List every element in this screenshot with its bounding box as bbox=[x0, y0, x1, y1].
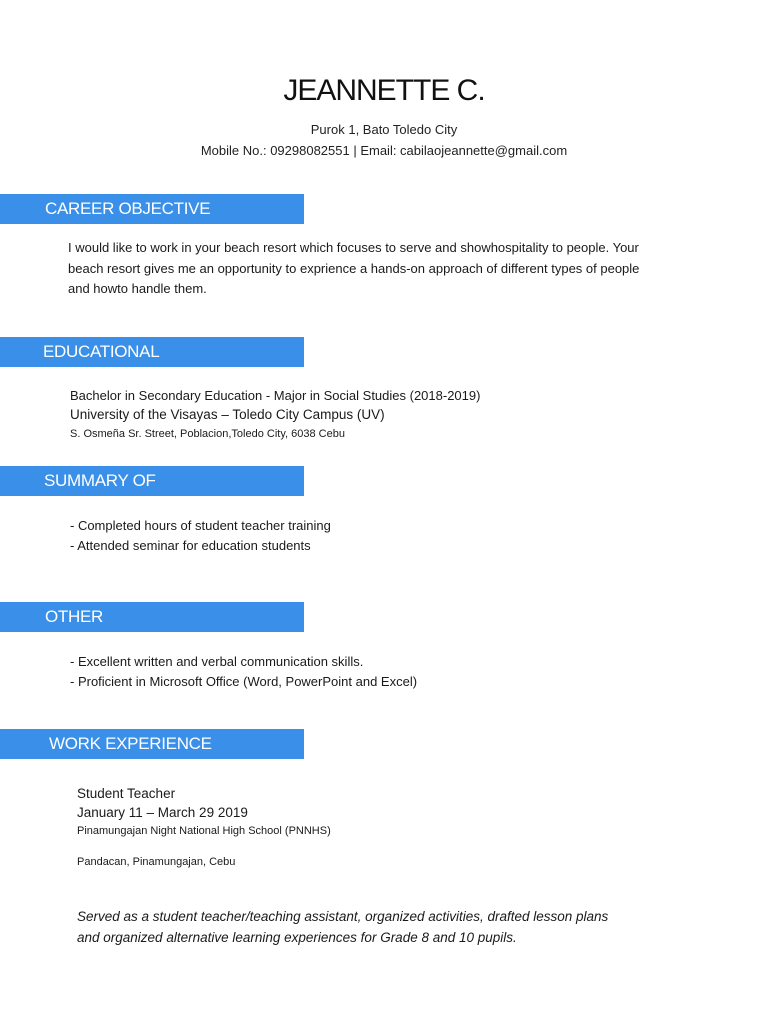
education-school: University of the Visayas – Toledo City Campus (UV) bbox=[70, 407, 385, 422]
paragraph-line: I would like to work in your beach resort which focuses to serve and showhospitality to people. Your bbox=[68, 240, 639, 255]
section-title: OTHER bbox=[45, 607, 104, 626]
career-objective-text bbox=[68, 238, 698, 300]
list-item: - Excellent written and verbal communication skills. bbox=[70, 654, 364, 669]
section-header-summary bbox=[0, 466, 304, 496]
paragraph-line: Served as a student teacher/teaching assistant, organized activities, drafted lesson plans bbox=[77, 909, 609, 924]
list-item: - Attended seminar for education students bbox=[70, 538, 311, 553]
list-item: - Proficient in Microsoft Office (Word, PowerPoint and Excel) bbox=[70, 674, 418, 689]
section-header-career-objective bbox=[0, 194, 304, 224]
job-location: Pandacan, Pinamungajan, Cebu bbox=[77, 856, 236, 868]
job-dates: January 11 – March 29 2019 bbox=[77, 805, 248, 820]
job-role: Student Teacher bbox=[77, 786, 176, 801]
paragraph-line: beach resort gives me an opportunity to exprience a hands-on approach of different types of people bbox=[68, 260, 640, 276]
section-title: WORK EXPERIENCE bbox=[49, 734, 212, 753]
paragraph-line: and howto handle them. bbox=[68, 281, 207, 296]
job-description bbox=[77, 906, 717, 948]
paragraph-line: and organized alternative learning experiences for Grade 8 and 10 pupils. bbox=[77, 930, 517, 945]
section-title: SUMMARY OF bbox=[44, 471, 156, 490]
education-degree: Bachelor in Secondary Education - Major in Social Studies (2018-2019) bbox=[70, 388, 481, 403]
other-list bbox=[70, 652, 417, 692]
education-address: S. Osmeña Sr. Street, Poblacion,Toledo City, 6038 Cebu bbox=[70, 428, 345, 440]
contact-info: Mobile No.: 09298082551 | Email: cabilaojeannette@gmail.com bbox=[200, 143, 568, 158]
section-header-work-experience bbox=[0, 729, 304, 759]
section-title: EDUCATIONAL bbox=[43, 342, 160, 361]
address: Purok 1, Bato Toledo City bbox=[310, 122, 458, 137]
section-header-other bbox=[0, 602, 304, 632]
section-title: CAREER OBJECTIVE bbox=[45, 199, 211, 218]
section-header-educational bbox=[0, 337, 304, 367]
list-item: - Completed hours of student teacher training bbox=[70, 518, 331, 533]
job-school: Pinamungajan Night National High School (PNNHS) bbox=[77, 825, 331, 837]
summary-list bbox=[70, 516, 331, 556]
resume-name: JEANNETTE C. bbox=[283, 74, 485, 107]
